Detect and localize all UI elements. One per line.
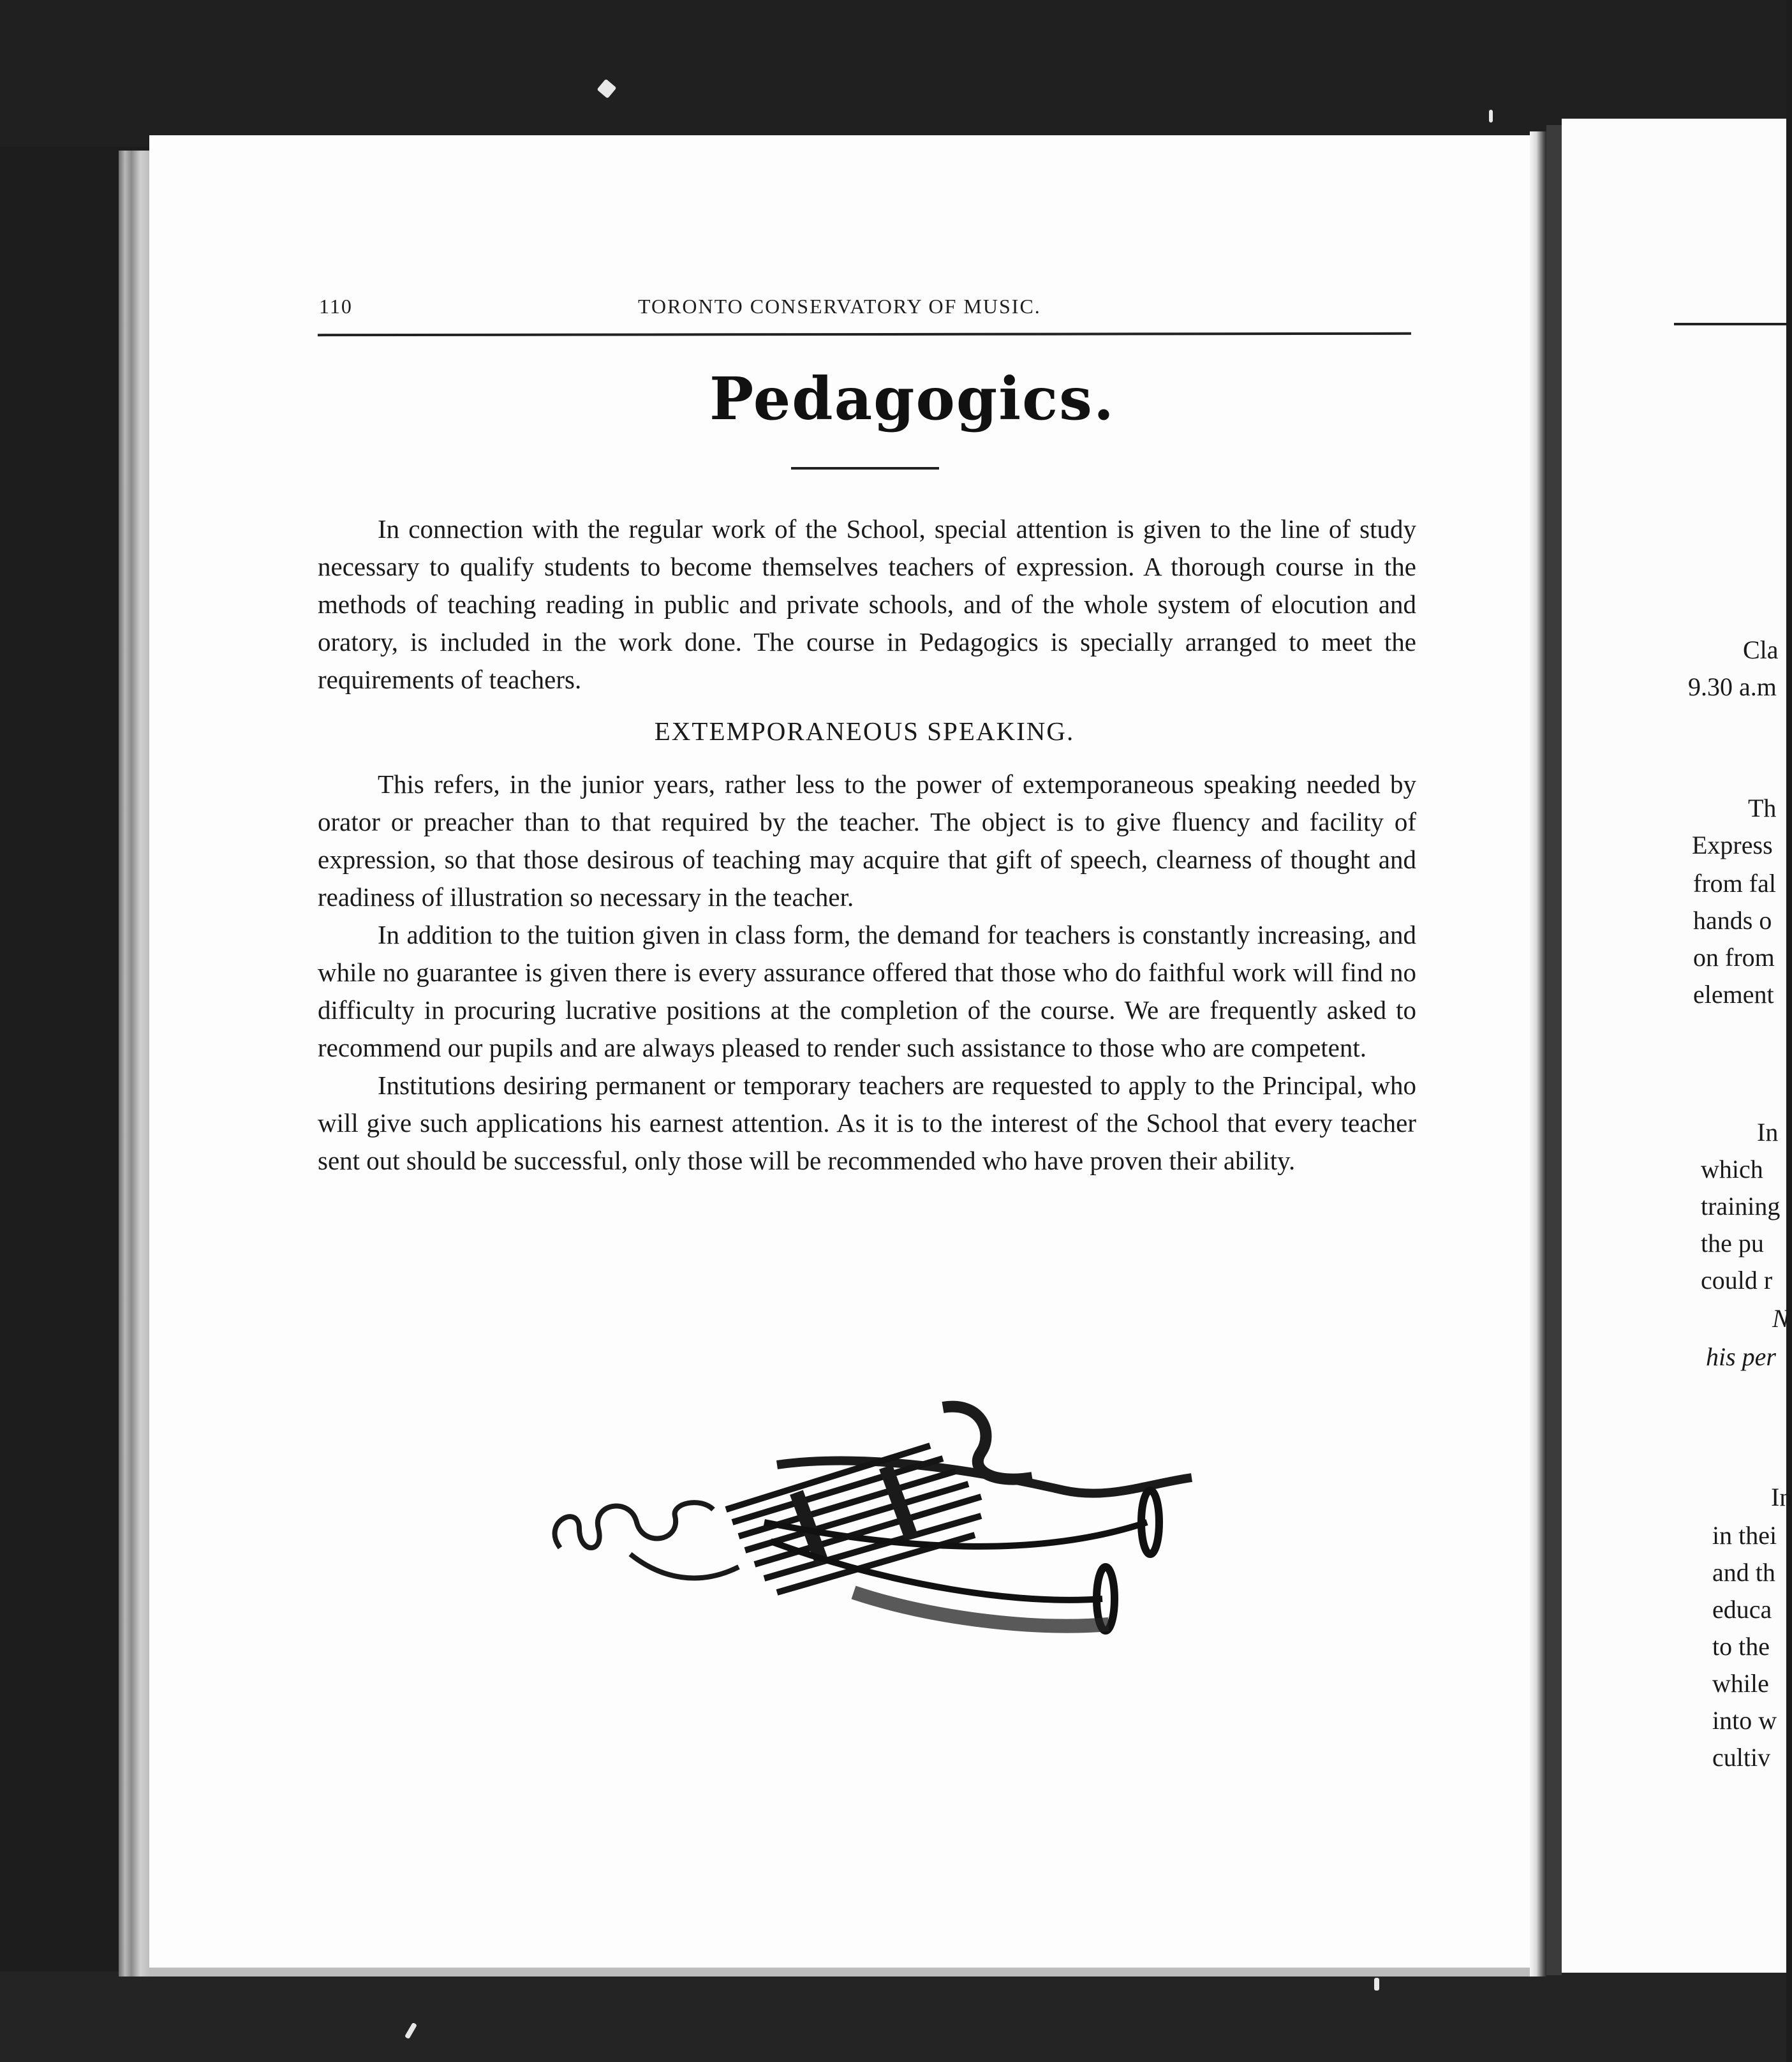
running-head (319, 295, 1410, 320)
right-fragment: cultiv (1712, 1743, 1771, 1772)
page-title: Pedagogics. (709, 364, 1115, 433)
book-spine-shadow (1546, 125, 1562, 1975)
right-fragment: which (1701, 1155, 1763, 1183)
book-gutter (1530, 131, 1546, 1977)
lyre-arm (777, 1407, 1192, 1494)
right-fragment: Th (1748, 794, 1777, 822)
right-fragment: Cla (1743, 635, 1779, 664)
right-fragment: and th (1712, 1558, 1775, 1587)
right-fragment: N (1772, 1304, 1789, 1333)
right-fragment: to the (1712, 1632, 1770, 1661)
backdrop-top (0, 0, 1786, 147)
dust-speck (1489, 110, 1493, 122)
title-rule (791, 467, 939, 470)
right-fragment: In (1757, 1118, 1779, 1146)
right-fragment: into w (1712, 1706, 1777, 1735)
right-fragment: hands o (1693, 906, 1772, 935)
right-fragment: the pu (1701, 1229, 1764, 1257)
right-fragment: In (1771, 1483, 1792, 1511)
body-paragraph: This refers, in the junior years, rather less to the power of extemporaneous speaking needed by orator or preacher than to that required by the teacher. The object is to give fluency and facility of expression, so that those desirous of teaching may acquire that gift of speech, clearness of thought and readiness of illustration so necessary in the teacher. (318, 769, 1416, 912)
section-body (318, 766, 1416, 1180)
ribbon (555, 1502, 739, 1578)
right-fragment: from fal (1693, 869, 1776, 898)
right-fragment: while (1712, 1669, 1769, 1698)
body-paragraph: In addition to the tuition given in class form, the demand for teachers is constantly increasing, and while no guarantee is given there is every assurance offered that those who do faithful work will find no difficulty in procuring lucrative positions at the completion of the course. We are frequently asked to recommend our pupils and are always pleased to render such assistance to those who are competent. (318, 920, 1416, 1062)
backdrop-bottom (0, 1971, 1786, 2062)
page-number: 110 (319, 295, 353, 318)
running-title: TORONTO CONSERVATORY OF MUSIC. (638, 295, 1041, 318)
intro-text (318, 510, 1416, 699)
right-fragment: educa (1712, 1595, 1772, 1624)
dust-speck (1374, 1978, 1379, 1991)
right-fragment: his per (1706, 1342, 1776, 1371)
right-fragment: could r (1701, 1266, 1773, 1294)
right-fragment: element (1693, 980, 1774, 1009)
right-fragment: 9.30 a.m (1688, 672, 1777, 701)
section-heading: EXTEMPORANEOUS SPEAKING. (654, 716, 1075, 746)
right-fragment: on from (1693, 943, 1775, 972)
right-fragment: Express (1692, 831, 1773, 859)
right-fragment: in thei (1712, 1521, 1777, 1550)
right-fragment: training (1701, 1192, 1781, 1220)
intro-paragraph: In connection with the regular work of the School, special attention is given to the line of study necessary to qualify students to become themselves teachers of expression. A thorough course in the methods of teaching reading in public and private schools, and of the whole system of elocution and oratory, is included in the work done. The course in Pedagogics is specially arranged to meet the requirements of teachers. (318, 514, 1416, 694)
pan-pipes-ornament (535, 1395, 1211, 1663)
body-paragraph: Institutions desiring permanent or temporary teachers are requested to apply to the Principal, who will give such applications his earnest attention. As it is to the interest of the School that every teacher sent out should be successful, only those will be recommended who have proven their ability. (318, 1071, 1416, 1175)
right-page-rule (1674, 323, 1786, 325)
